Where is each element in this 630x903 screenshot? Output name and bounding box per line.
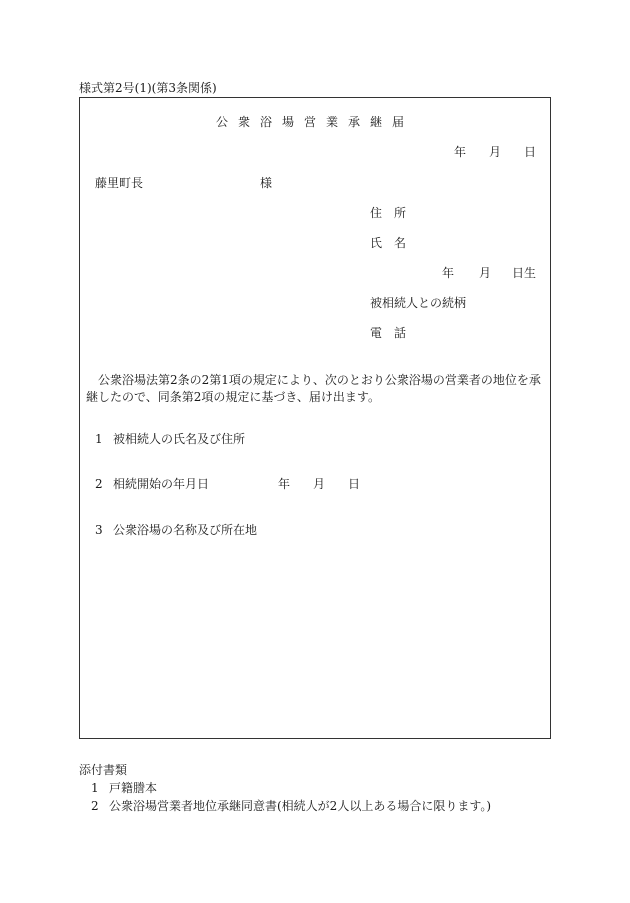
form-frame: [79, 97, 551, 739]
form-label: 様式第2号(1)(第3条関係): [79, 81, 217, 95]
item-label: 相続開始の年月日: [113, 477, 210, 491]
birth-day: 日生: [512, 266, 537, 280]
applicant-name-label: 氏 名: [370, 236, 407, 250]
item-label: 被相続人の氏名及び住所: [113, 432, 246, 446]
applicant-relation-label: 被相続人との続柄: [370, 296, 467, 310]
attachment-number: 2: [91, 799, 99, 813]
date-month: 月: [489, 145, 502, 159]
item-label: 公衆浴場の名称及び所在地: [113, 523, 258, 537]
inheritance-year: 年: [278, 477, 291, 491]
date-year: 年: [454, 145, 467, 159]
item-number: 3: [95, 523, 103, 537]
item-number: 2: [95, 477, 103, 491]
attachment-number: 1: [91, 781, 99, 795]
attachment-label: 公衆浴場営業者地位承継同意書(相続人が2人以上ある場合に限ります。): [109, 799, 492, 813]
body-text: 公衆浴場法第2条の2第1項の規定により、次のとおり公衆浴場の営業者の地位を承継したので、同条第2項の規定に基づき、届け出ます。: [86, 373, 541, 404]
applicant-address-label: 住 所: [370, 206, 407, 220]
inheritance-month: 月: [313, 477, 326, 491]
attachment-label: 戸籍謄本: [109, 781, 158, 795]
birth-year: 年: [442, 266, 455, 280]
form-title: 公衆浴場営業承継届: [216, 115, 415, 129]
attachments-heading: 添付書類: [79, 763, 128, 777]
recipient-name: 藤里町長: [95, 176, 144, 190]
item-number: 1: [95, 432, 103, 446]
applicant-phone-label: 電 話: [370, 326, 407, 340]
recipient-honorific: 様: [260, 176, 273, 190]
inheritance-day: 日: [348, 477, 361, 491]
date-day: 日: [524, 145, 537, 159]
birth-month: 月: [479, 266, 492, 280]
